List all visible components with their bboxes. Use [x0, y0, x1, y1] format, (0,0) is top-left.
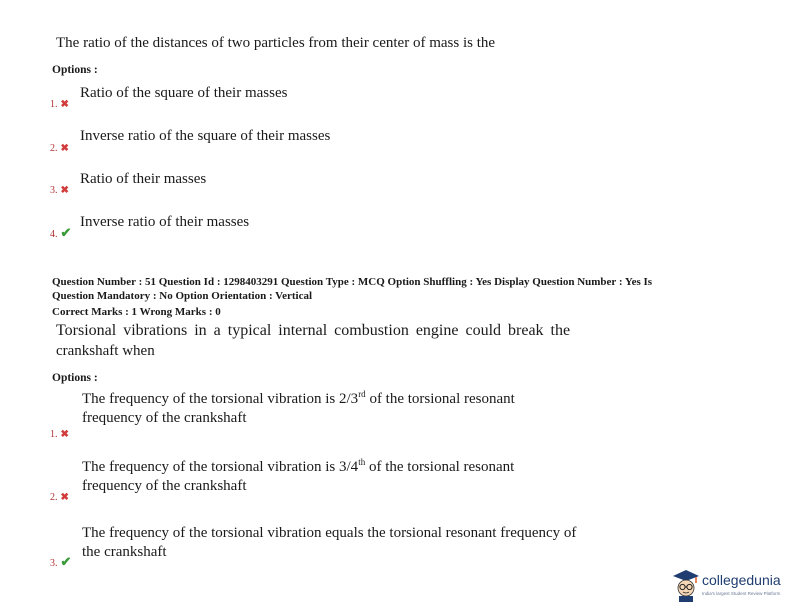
q1-options-label: Options :	[52, 64, 98, 76]
q2-option-1-marker	[50, 424, 69, 442]
q2-option-2-text-line-1	[82, 458, 514, 477]
logo-wordmark: collegedunia	[702, 572, 781, 588]
q1-option-1-number: 1.	[50, 99, 58, 110]
q2-meta-line-2: Question Mandatory : No Option Orientation : Vertical	[52, 290, 313, 302]
q2-option-2-marker	[50, 487, 69, 505]
q1-option-4-text: Inverse ratio of their masses	[80, 214, 250, 230]
q1-option-1-marker	[50, 94, 69, 112]
q2-option-3-text-line-1	[82, 524, 576, 543]
q1-option-2-marker	[50, 138, 69, 156]
q1-option-3-number: 3.	[50, 185, 58, 196]
q1-option-4-marker	[50, 224, 71, 242]
correct-check-icon: ✔	[60, 554, 72, 569]
correct-check-icon: ✔	[60, 225, 72, 240]
wrong-mark-icon: ✖	[60, 143, 69, 154]
q2-option-2-number: 2.	[50, 492, 58, 503]
q1-option-3-marker	[50, 180, 69, 198]
q1-option-4-number: 4.	[50, 229, 58, 240]
q2-marks: Correct Marks : 1 Wrong Marks : 0	[52, 306, 221, 318]
q2-option-3-marker	[50, 553, 71, 571]
wrong-mark-icon: ✖	[60, 185, 69, 196]
q2-option-1-text-a: The frequency of the torsional vibration is 2/3	[82, 391, 359, 407]
q1-option-3-text: Ratio of their masses	[80, 171, 207, 187]
q2-option-1-sup: rd	[358, 389, 366, 399]
q1-stem: The ratio of the distances of two particles from their center of mass is the	[56, 35, 496, 51]
wrong-mark-icon: ✖	[60, 492, 69, 503]
q2-option-1-text-b: of the torsional resonant	[365, 391, 515, 407]
q1-option-1-text: Ratio of the square of their masses	[80, 85, 288, 101]
q2-option-2-text-a: The frequency of the torsional vibration is 3/4	[82, 459, 359, 475]
q1-option-2-number: 2.	[50, 143, 58, 154]
wrong-mark-icon: ✖	[60, 429, 69, 440]
q1-option-2-text: Inverse ratio of the square of their masses	[80, 128, 331, 144]
q2-option-2-sup: th	[358, 457, 366, 467]
q2-option-1-text-line-1	[82, 390, 515, 409]
q2-meta-line-1: Question Number : 51 Question Id : 1298403291 Question Type : MCQ Option Shuffling : Yes Display Question Number : Yes Is	[52, 276, 653, 288]
graduate-mascot-icon	[672, 568, 700, 602]
wrong-mark-icon: ✖	[60, 99, 69, 110]
collegedunia-logo	[672, 568, 788, 604]
q2-option-1-number: 1.	[50, 429, 58, 440]
q2-option-2-text-b: of the torsional resonant	[365, 459, 515, 475]
q2-stem-line-2: crankshaft when	[56, 343, 155, 359]
q2-options-label: Options :	[52, 372, 98, 384]
q2-option-3-text-a: The frequency of the torsional vibration equals the torsional resonant frequency of	[82, 525, 577, 541]
q2-option-3-number: 3.	[50, 558, 58, 569]
logo-tagline: India's largest Student Review Platform	[702, 591, 781, 596]
q2-option-2-text-line-2: frequency of the crankshaft	[82, 478, 247, 494]
q2-option-3-text-line-2: the crankshaft	[82, 544, 167, 560]
q2-option-1-text-line-2: frequency of the crankshaft	[82, 410, 247, 426]
q2-stem-line-1: Torsional vibrations in a typical internal combustion engine could break the	[56, 322, 571, 339]
